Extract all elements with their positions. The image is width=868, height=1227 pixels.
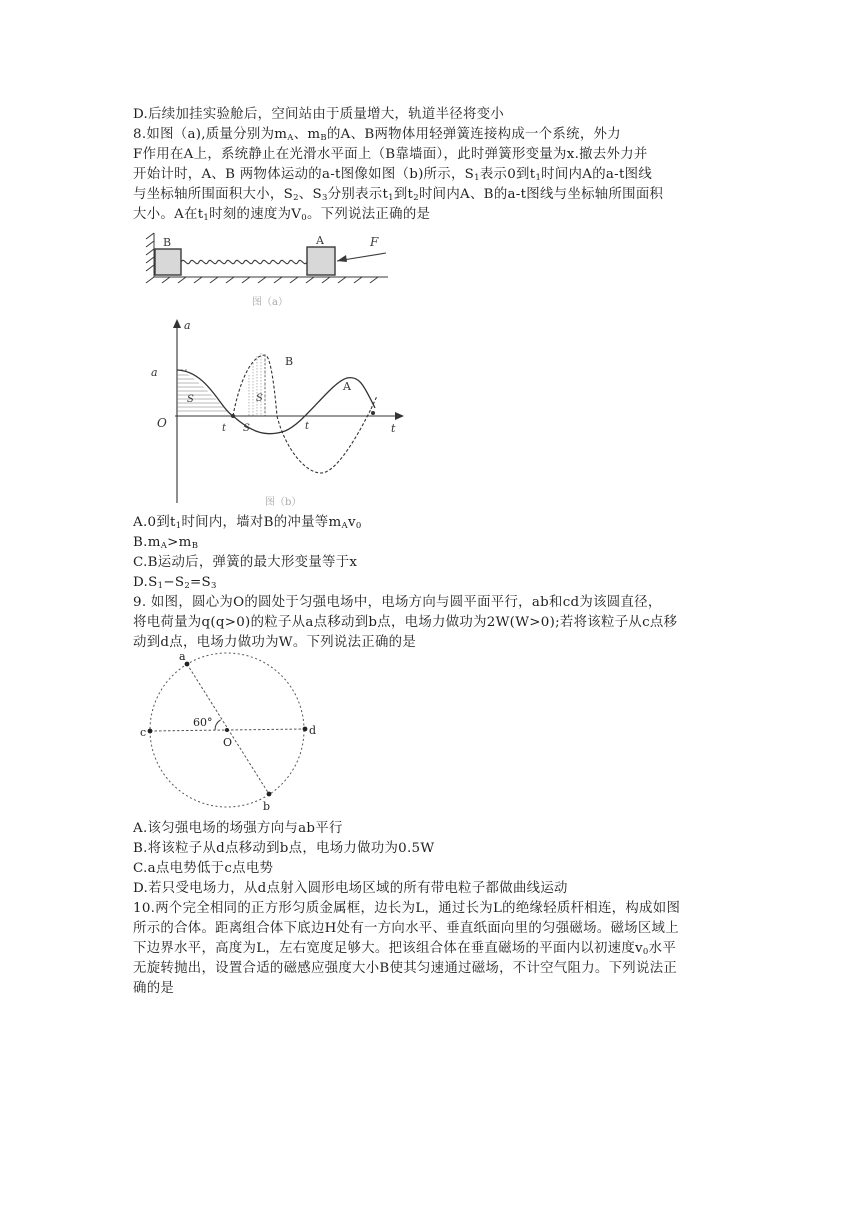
label-angle: 60°: [193, 716, 213, 729]
q9-stem-line-3: 动到d点，电场力做功为W。下列说法正确的是: [133, 635, 417, 650]
q8-stem-line-4: 与坐标轴所围面积大小，$S_2$、$S_3$分别表示$t_1$到$t_2$时间内A、B的a-t图线与坐标轴所围面积: [133, 187, 664, 203]
s2-label: S: [243, 423, 250, 434]
curve-a-label: A: [343, 380, 351, 393]
block-b: [155, 249, 181, 275]
a0-label: a: [151, 366, 158, 379]
q9-option-c: C.a点电势低于c点电势: [133, 861, 274, 876]
spring: [181, 260, 307, 263]
origin-label: O: [157, 416, 167, 430]
q9-figure-circle: [135, 650, 335, 820]
axis-label-a: a: [184, 319, 191, 332]
label-block-b: B: [163, 236, 172, 249]
curve-b-trough: [277, 409, 371, 473]
figure-a-caption: 图（a）: [252, 297, 288, 308]
intersection-point: [371, 411, 375, 415]
q8-figure-b: [125, 313, 415, 510]
point-c: [148, 729, 153, 734]
curve-b-rise: [233, 355, 277, 416]
label-block-a: A: [316, 234, 324, 247]
t1-label: t: [222, 423, 227, 434]
q9-option-b: B.将该粒子从d点移动到b点，电场力做功为0.5W: [133, 841, 435, 856]
q10-stem-line-3: 下边界水平，高度为L，左右宽度足够大。把该组合体在垂直磁场的平面内以初速度$v_0$水平: [133, 941, 677, 957]
s3-label: S: [256, 393, 263, 404]
axis-label-t: t: [391, 422, 396, 435]
q9-stem-line-2: 将电荷量为q(q>0)的粒子从a点移动到b点，电场力做功为2W(W>0);若将该粒子从c点移: [133, 615, 678, 630]
label-o: O: [223, 736, 233, 749]
q8-option-c: C.B运动后，弹簧的最大形变量等于x: [133, 555, 358, 570]
t-axis-arrow: [395, 412, 404, 420]
point-d: [303, 727, 308, 732]
point-b: [267, 792, 272, 797]
q10-stem-line-4: 无旋转抛出，设置合适的磁感应强度大小B使其匀速通过磁场，不计空气阻力。下列说法正: [133, 961, 678, 976]
q10-stem-line-2: 所示的合体。距离组合体下底边H处有一方向水平、垂直纸面向里的匀强磁场。磁场区域上: [133, 921, 679, 936]
point-o: [225, 728, 229, 732]
force-arrowhead: [337, 255, 347, 262]
q10-stem-line-1: 10.两个完全相同的正方形匀质金属框，边长为L，通过长为L的绝缘轻质杆相连，构成如图: [133, 901, 681, 916]
q7-option-d: D.后续加挂实验舱后，空间站由于质量增大，轨道半径将变小: [133, 107, 505, 122]
q8-stem-line-2: F作用在A上，系统静止在光滑水平面上（B靠墙面），此时弹簧形变量为x.撤去外力并: [133, 147, 648, 162]
t2-label: t: [305, 421, 310, 432]
figure-b-caption: 图（b）: [265, 497, 302, 508]
wall-hatching: [146, 233, 154, 277]
t1-point: [231, 414, 235, 418]
q8-option-a: A.0到$t_1$时间内，墙对B的冲量等$m_Av_0$: [133, 515, 362, 531]
s2-shading: [249, 353, 265, 416]
floor-hatching: [146, 277, 388, 283]
q9-option-a: A.该匀强电场的场强方向与ab平行: [133, 821, 343, 836]
q9-stem-line-1: 9. 如图，圆心为O的圆处于匀强电场中，电场方向与圆平面平行，ab和cd为该圆直径，: [133, 595, 662, 610]
q8-stem-line-3: 开始计时，A、B 两物体运动的a-t图像如图（b)所示，$S_1$表示0到$t_1$时间内A的a-t图线: [133, 167, 653, 183]
label-c: c: [140, 726, 147, 739]
s1-shading: [177, 375, 237, 411]
q8-option-d: $D.S_1-S_2=S_3$: [133, 575, 217, 591]
q10-stem-line-5: 确的是: [133, 981, 175, 996]
a-axis-arrow: [173, 319, 181, 328]
curve-b-label: B: [285, 355, 294, 368]
label-b: b: [263, 800, 271, 813]
q8-option-b: $B.m_A>m_B$: [133, 535, 199, 551]
q8-stem-line-1: 8.如图（a),质量分别为$m_A$、$m_B$的A、B两物体用轻弹簧连接构成一个系统，外力: [133, 127, 621, 143]
label-force-f: F: [370, 235, 379, 249]
angle-arc: [215, 720, 221, 730]
label-a: a: [179, 650, 186, 663]
q9-option-d: D.若只受电场力，从d点射入圆形电场区域的所有带电粒子都做曲线运动: [133, 881, 568, 896]
q8-stem-line-5: 大小。A在$t_1$时刻的速度为$V_0$。下列说法正确的是: [133, 207, 431, 223]
block-a: [307, 247, 335, 275]
s1-label: S: [187, 394, 194, 405]
q8-figure-a: [140, 225, 400, 315]
label-d: d: [309, 724, 317, 737]
